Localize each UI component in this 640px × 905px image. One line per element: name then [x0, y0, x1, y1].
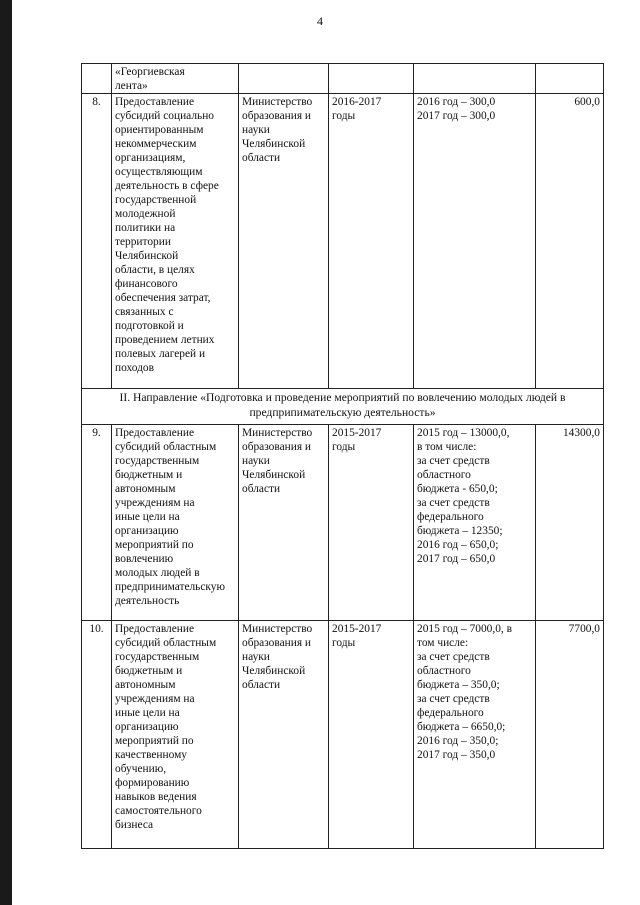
row-period — [329, 64, 414, 94]
row-description: Предоставление субсидий областным государственным бюджетным и автономным учреждениям на иные цели на организацию мероприятий по качественному обучению, формированию навыков ведения самостоятельного бизнеса — [112, 621, 239, 849]
section-row — [82, 389, 604, 425]
table-row — [82, 425, 604, 621]
row-total — [536, 64, 604, 94]
row-executor: Министерство образования и науки Челябинской области — [239, 621, 329, 849]
row-total: 600,0 — [536, 94, 604, 389]
row-number: 10. — [82, 621, 112, 849]
page-number: 4 — [317, 14, 323, 28]
row-total: 7700,0 — [536, 621, 604, 849]
row-executor: Министерство образования и науки Челябинской области — [239, 425, 329, 621]
row-funding: 2015 год – 13000,0, в том числе: за счет средств областного бюджета - 650,0; за счет средств федерального бюджета – 12350; 2016 год – 650,0; 2017 год – 650,0 — [414, 425, 536, 621]
row-description: «Георгиевская лента» — [112, 64, 239, 94]
row-number — [82, 64, 112, 94]
row-description: Предоставление субсидий социально ориентированным некоммерческим организациям, осуществляющим деятельность в сфере государственной молодежной политики на территории Челябинской области, в целях финансового обеспечения затрат, связанных с подготовкой и проведением летних полевых лагерей и походов — [112, 94, 239, 389]
section-heading: II. Направление «Подготовка и проведение мероприятий по вовлечению молодых людей в предприпимательскую деятельность» — [82, 389, 604, 425]
row-number: 8. — [82, 94, 112, 389]
row-period: 2016-2017 годы — [329, 94, 414, 389]
table-row — [82, 94, 604, 389]
program-table — [81, 63, 604, 849]
table-row — [82, 64, 604, 94]
table-row — [82, 621, 604, 849]
row-total: 14300,0 — [536, 425, 604, 621]
row-number: 9. — [82, 425, 112, 621]
row-funding — [414, 64, 536, 94]
row-funding: 2015 год – 7000,0, в том числе: за счет средств областного бюджета – 350,0; за счет средств федерального бюджета – 6650,0; 2016 год – 350,0; 2017 год – 350,0 — [414, 621, 536, 849]
row-executor — [239, 64, 329, 94]
row-executor: Министерство образования и науки Челябинской области — [239, 94, 329, 389]
row-funding: 2016 год – 300,0 2017 год – 300,0 — [414, 94, 536, 389]
row-period: 2015-2017 годы — [329, 621, 414, 849]
scan-edge — [0, 0, 12, 905]
row-period: 2015-2017 годы — [329, 425, 414, 621]
row-description: Предоставление субсидий областным государственным бюджетным и автономным учреждениям на иные цели на организацию мероприятий по вовлечению молодых людей в предпринимательскую деятельность — [112, 425, 239, 621]
